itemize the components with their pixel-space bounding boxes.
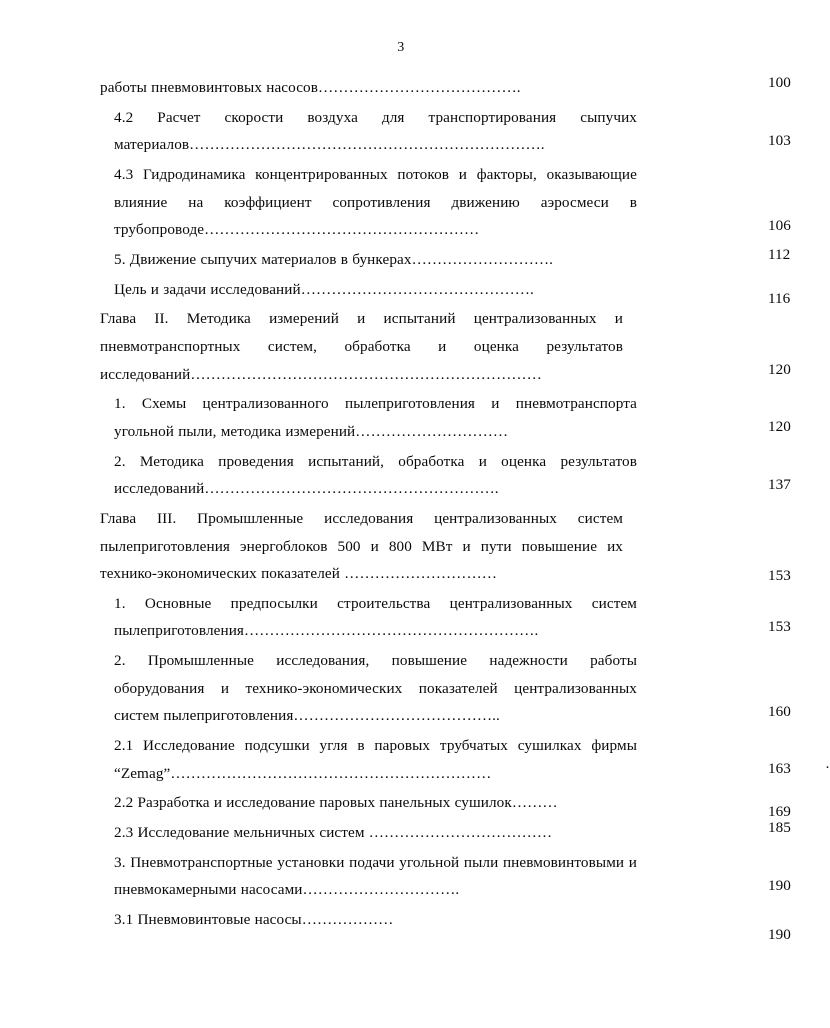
toc-entry-page-number: 190 xyxy=(768,926,791,944)
toc-entry xyxy=(100,647,791,730)
toc-entry xyxy=(100,448,791,503)
toc-entry-title: 1. Основные предпосылки строительства централизованных систем пылеприготовления…………………………………………………. xyxy=(114,594,637,640)
toc-entry-page-number: 103 xyxy=(768,131,791,149)
toc-entry-page-number: 120 xyxy=(768,418,791,436)
toc-entry-title: 5. Движение сыпучих материалов в бункерах………………………. xyxy=(114,250,554,268)
toc-entry-title: 2.1 Исследование подсушки угля в паровых трубчатых сушилках фирмы “Zemag”……………………………………………………… xyxy=(114,737,637,782)
toc-entry xyxy=(100,590,791,645)
toc-entry-page-number: 153 xyxy=(768,617,791,635)
table-of-contents xyxy=(100,74,830,944)
toc-entry-page-number: 106 xyxy=(768,216,791,234)
toc-entry xyxy=(100,906,791,944)
page-number: 3 xyxy=(397,40,405,55)
toc-entry-page-number: 153 xyxy=(768,566,791,584)
toc-entry-title: 4.3 Гидродинамика концентрированных потоков и факторы, оказывающие влияние на коэффициент сопротивления движению аэросмеси в трубопроводе……………………………………………… xyxy=(114,165,637,239)
toc-entry xyxy=(100,74,791,102)
toc-entry xyxy=(100,732,830,787)
toc-entry xyxy=(100,305,791,388)
toc-entry-title: 2.3 Исследование мельничных систем ……………………………… xyxy=(114,824,553,842)
toc-entry xyxy=(100,789,791,821)
toc-entry-title: 1. Схемы централизованного пылеприготовления и пневмотранспорта угольной пыли, методика измерений………………………… xyxy=(114,395,637,440)
toc-entry-title: работы пневмовинтовых насосов…………………………………. xyxy=(100,79,521,96)
toc-entry-title: 2. Методика проведения испытаний, обработка и оценка результатов исследований…………………………………………………. xyxy=(114,452,637,498)
toc-entry-page-number: 185 xyxy=(768,819,791,837)
toc-entry-page-number: 137 xyxy=(768,475,791,493)
toc-entry xyxy=(100,849,791,904)
toc-entry-page-number: 169 xyxy=(768,803,791,821)
toc-entry-title: 2. Промышленные исследования, повышение надежности работы оборудования и технико-экономических показателей централизованных систем пылеприготовления………………………………….. xyxy=(114,652,637,725)
toc-entry-page-number: 100 xyxy=(768,74,791,91)
toc-entry xyxy=(100,276,791,307)
toc-entry-title: 3. Пневмотранспортные установки подачи угольной пыли пневмовинтовыми и пневмокамерными насосами…………………………. xyxy=(114,853,637,899)
toc-entry-page-number: 163 xyxy=(768,760,791,778)
toc-entry xyxy=(100,390,791,445)
toc-entry-title: 2.2 Разработка и исследование паровых панельных сушилок……… xyxy=(114,794,558,812)
toc-entry xyxy=(100,161,791,244)
toc-entry-page-number: 190 xyxy=(768,876,791,894)
toc-entry xyxy=(100,819,791,847)
toc-entry-page-number: 116 xyxy=(768,289,791,307)
toc-entry-title: Глава II. Методика измерений и испытаний централизованных и пневмотранспортных систем, обработка и оценка результатов исследований…………………………………………………………… xyxy=(100,310,623,383)
toc-entry xyxy=(100,505,791,588)
toc-entry xyxy=(100,104,791,159)
toc-entry-page-number: 160 xyxy=(768,703,791,721)
margin-mark-icon: · xyxy=(825,760,830,777)
toc-entry-page-number: 112 xyxy=(768,245,791,263)
toc-entry-title: Цель и задачи исследований………………………………………. xyxy=(114,280,534,298)
toc-entry-title: 4.2 Расчет скорости воздуха для транспортирования сыпучих материалов……………………………………………………………. xyxy=(114,108,637,154)
toc-entry-title: Глава III. Промышленные исследования централизованных систем пылеприготовления энергоблоков 500 и 800 МВт и пути повышение их технико-экономических показателей ………………………… xyxy=(100,509,623,583)
toc-entry-title: 3.1 Пневмовинтовые насосы……………… xyxy=(114,911,394,929)
toc-entry xyxy=(100,245,791,274)
toc-entry-page-number: 120 xyxy=(768,361,791,379)
